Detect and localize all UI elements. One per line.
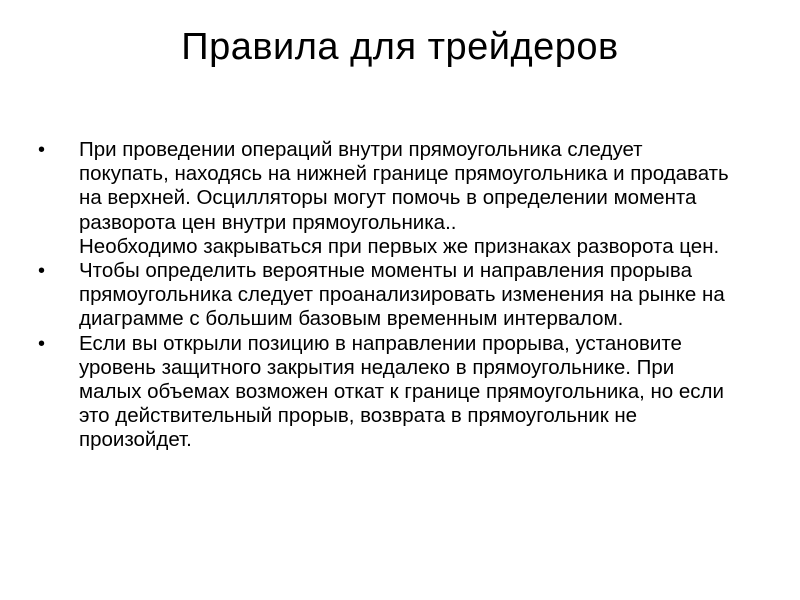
bullet-item bbox=[36, 332, 736, 453]
bullet-icon: • bbox=[38, 332, 46, 355]
bullet-text: Если вы открыли позицию в направлении прорыва, установите уровень защитного закрытия недалеко в прямоугольнике. При малых объемах возможен откат к границе прямоугольника, но если это действительный прорыв, возврата в прямоугольник не произойдет. bbox=[79, 331, 724, 452]
bullet-text: При проведении операций внутри прямоугольника следует покупать, находясь на нижней границе прямоугольника и продавать на верхней. Осцилляторы могут помочь в определении момента разворота цен внутри прямоугольника.. bbox=[79, 138, 729, 234]
bullet-item bbox=[36, 138, 736, 259]
bullet-item bbox=[36, 259, 736, 332]
slide-title: Правила для трейдеров bbox=[181, 26, 619, 68]
bullet-icon: • bbox=[38, 139, 46, 161]
bullet-text: Чтобы определить вероятные моменты и направления прорыва прямоугольника следует проанализировать изменения на рынке на диаграмме с большим базовым временным интервалом. bbox=[79, 259, 725, 331]
bullet-text: Необходимо закрываться при первых же признаках разворота цен. bbox=[79, 234, 720, 258]
bullet-icon: • bbox=[38, 260, 46, 283]
bullet-list bbox=[36, 138, 736, 453]
